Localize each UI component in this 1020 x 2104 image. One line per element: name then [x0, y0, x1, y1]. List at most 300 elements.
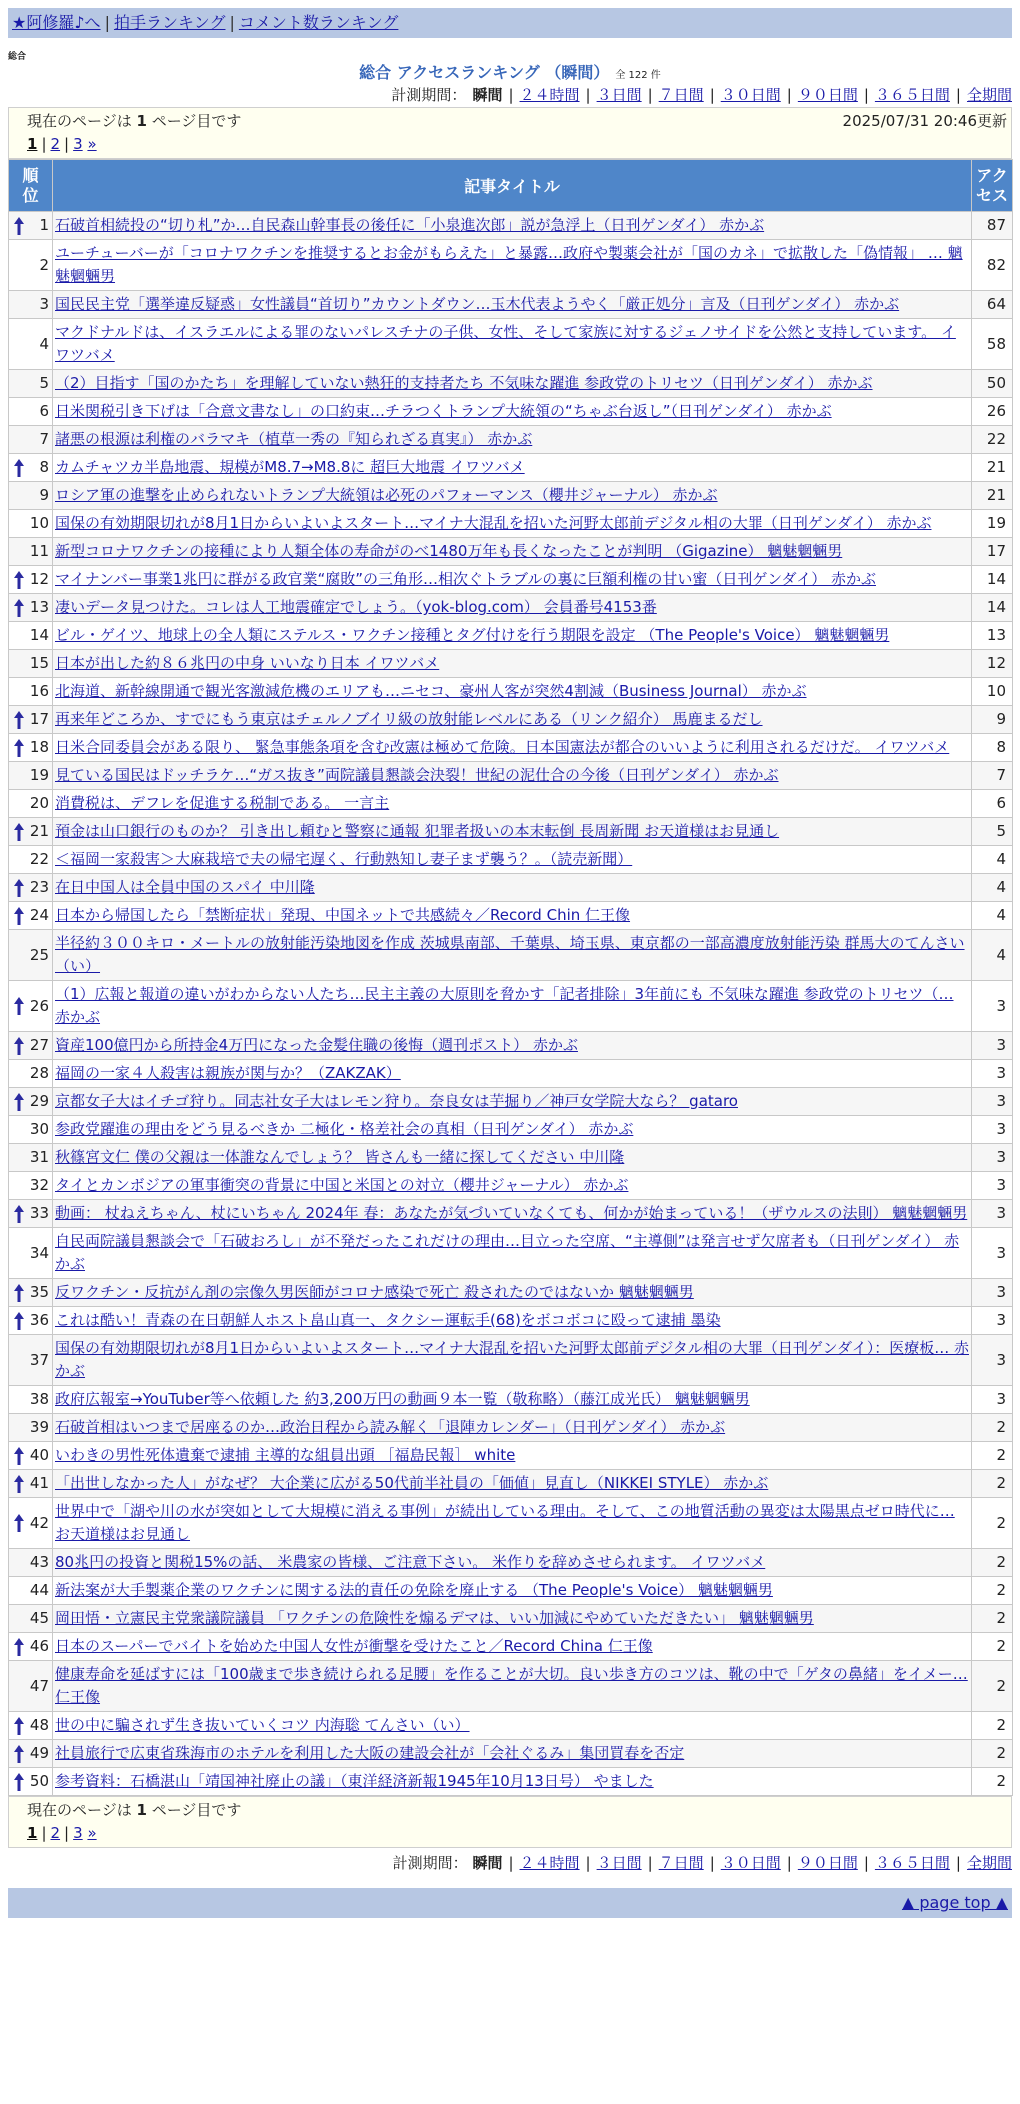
rank-up-arrow-icon	[14, 217, 24, 235]
article-link[interactable]: タイとカンボジアの軍事衝突の背景に中国と米国との対立（櫻井ジャーナル） 赤かぶ	[55, 1176, 629, 1194]
clap-ranking-link[interactable]: 拍手ランキング	[113, 13, 226, 32]
title-cell	[53, 594, 972, 622]
rank-number: 41	[29, 1474, 49, 1492]
page-link-1: 1	[27, 1824, 38, 1842]
article-link[interactable]: マクドナルドは、イスラエルによる罪のないパレスチナの子供、女性、そして家族に対するジェノサイドを公然と支持しています。 イワツバメ	[55, 323, 956, 364]
page-info-top	[8, 107, 1012, 159]
table-row	[9, 1172, 1013, 1200]
title-cell	[53, 1577, 972, 1605]
access-count: 2	[972, 1768, 1013, 1796]
rank-up-arrow-icon	[14, 711, 24, 729]
period-link[interactable]: ３０日間	[720, 1854, 781, 1872]
article-link[interactable]: ロシア軍の進撃を止められないトランプ大統領は必死のパフォーマンス（櫻井ジャーナル） 赤かぶ	[55, 486, 718, 504]
access-count: 14	[972, 594, 1013, 622]
period-link[interactable]: ３０日間	[720, 86, 781, 104]
article-link[interactable]: マイナンバー事業1兆円に群がる政官業“腐敗”の三角形…相次ぐトラブルの裏に巨額利権の甘い蜜（日刊ゲンダイ） 赤かぶ	[55, 570, 876, 588]
rank-number: 25	[29, 945, 49, 964]
rank-cell	[9, 538, 53, 566]
table-row	[9, 1060, 1013, 1088]
table-row	[9, 1386, 1013, 1414]
article-link[interactable]: 日米合同委員会がある限り、 緊急事態条項を含む改憲は極めて危険。日本国憲法が都合のいいように利用されるだけだ。 イワツバメ	[55, 738, 950, 756]
table-row	[9, 1740, 1013, 1768]
access-count: 3	[972, 1144, 1013, 1172]
access-count: 13	[972, 622, 1013, 650]
rank-number: 22	[29, 850, 49, 868]
current-page-text: 現在のページは 1 ページ目です	[27, 1801, 242, 1819]
rank-number: 26	[29, 996, 49, 1015]
rank-cell	[9, 1414, 53, 1442]
period-link[interactable]: ７日間	[658, 1854, 704, 1872]
title-cell	[53, 1414, 972, 1442]
article-link[interactable]: 凄いデータ見つけた。コレは人工地震確定でしょう。（yok-blog.com） 会員番号4153番	[55, 598, 657, 616]
article-link[interactable]: 国民民主党「選挙違反疑惑」女性議員“首切り”カウントダウン…玉木代表ようやく「厳正処分」言及（日刊ゲンダイ） 赤かぶ	[55, 295, 900, 313]
access-count: 21	[972, 454, 1013, 482]
table-row	[9, 1032, 1013, 1060]
col-title-header: 記事タイトル	[53, 160, 972, 212]
rank-number: 45	[29, 1609, 49, 1627]
pagination	[27, 132, 1007, 156]
period-separator: |	[955, 1854, 961, 1872]
article-link[interactable]: ビル・ゲイツ、地球上の全人類にステルス・ワクチン接種とタグ付けを行う期限を設定 （The People's Voice） 魑魅魍魎男	[55, 626, 890, 644]
article-link[interactable]: 「出世しなかった人」がなぜ？ 大企業に広がる50代前半社員の「価値」見直し（NIKKEI STYLE） 赤かぶ	[55, 1474, 769, 1492]
table-row	[9, 1200, 1013, 1228]
table-row	[9, 1335, 1013, 1386]
article-link[interactable]: 健康寿命を延ばすには「100歳まで歩き続けられる足腰」を作ることが大切。良い歩き方のコツは、靴の中で「ゲタの鼻緒」をイメー… 仁王像	[55, 1665, 968, 1706]
article-link[interactable]: 自民両院議員懇談会で「石破おろし」が不発だったこれだけの理由…目立った空席、“主導側”は発言せず欠席者も（日刊ゲンダイ） 赤かぶ	[55, 1232, 960, 1273]
table-row	[9, 1414, 1013, 1442]
title-cell	[53, 566, 972, 594]
table-row	[9, 510, 1013, 538]
article-link[interactable]: カムチャツカ半島地震、規模がM8.7→M8.8に 超巨大地震 イワツバメ	[55, 458, 525, 476]
table-row	[9, 818, 1013, 846]
period-link[interactable]: ３日間	[596, 1854, 642, 1872]
top-nav-bar	[8, 8, 1012, 38]
period-separator: |	[786, 1854, 792, 1872]
title-cell	[53, 1661, 972, 1712]
article-link[interactable]: ＜福岡一家殺害＞大麻栽培で夫の帰宅遅く、行動熟知し妻子まず襲う？。（読売新聞）	[55, 850, 633, 868]
rank-number: 21	[29, 822, 49, 840]
rank-cell	[9, 1307, 53, 1335]
period-label: 計測期間：	[392, 1854, 468, 1872]
title-cell	[53, 790, 972, 818]
title-cell	[53, 1605, 972, 1633]
pager-separator: |	[41, 1824, 47, 1842]
period-link[interactable]: ３６５日間	[874, 1854, 950, 1872]
article-link[interactable]: 日本のスーパーでバイトを始めた中国人女性が衝撃を受けたこと／Record China 仁王像	[55, 1637, 653, 1655]
period-separator: |	[508, 1854, 514, 1872]
access-count: 19	[972, 510, 1013, 538]
title-cell	[53, 398, 972, 426]
rank-number: 10	[29, 514, 49, 532]
article-link[interactable]: いわきの男性死体遺棄で逮捕 主導的な組員出頭 ［福島民報］ white	[55, 1446, 516, 1464]
rank-number: 42	[29, 1513, 49, 1532]
title-cell	[53, 762, 972, 790]
page-link-1: 1	[27, 135, 38, 153]
rank-cell	[9, 902, 53, 930]
title-cell	[53, 1498, 972, 1549]
rank-up-arrow-icon	[14, 907, 24, 925]
period-separator: |	[709, 1854, 715, 1872]
rank-cell	[9, 370, 53, 398]
access-count: 58	[972, 319, 1013, 370]
rank-cell	[9, 1144, 53, 1172]
rank-number: 3	[39, 295, 49, 313]
rank-number: 28	[29, 1064, 49, 1082]
page-link-3[interactable]: 3	[73, 1824, 83, 1842]
table-row	[9, 370, 1013, 398]
title-cell	[53, 846, 972, 874]
rank-number: 46	[29, 1637, 49, 1655]
article-link[interactable]: 反ワクチン・反抗がん剤の宗像久男医師がコロナ感染で死亡 殺されたのではないか 魑魅魍魎男	[55, 1283, 694, 1301]
table-row	[9, 981, 1013, 1032]
title-cell	[53, 818, 972, 846]
article-link[interactable]: 日本が出した約８６兆円の中身 いいなり日本 イワツバメ	[55, 654, 440, 672]
rank-cell	[9, 1088, 53, 1116]
table-row	[9, 1116, 1013, 1144]
rank-up-arrow-icon	[14, 1093, 24, 1111]
period-separator: |	[647, 86, 653, 104]
table-row	[9, 622, 1013, 650]
table-row	[9, 902, 1013, 930]
title-cell	[53, 1470, 972, 1498]
access-count: 2	[972, 1633, 1013, 1661]
rank-cell	[9, 1605, 53, 1633]
period-link[interactable]: 全期間	[966, 86, 1012, 104]
access-count: 9	[972, 706, 1013, 734]
rank-cell	[9, 1116, 53, 1144]
page-link-2[interactable]: 2	[50, 135, 61, 153]
title-cell	[53, 1307, 972, 1335]
page-top-link[interactable]: ▲ page top ▲	[901, 1893, 1008, 1912]
access-count: 3	[972, 1279, 1013, 1307]
rank-cell	[9, 566, 53, 594]
rank-cell	[9, 790, 53, 818]
table-row	[9, 1442, 1013, 1470]
table-row	[9, 319, 1013, 370]
title-cell	[53, 1442, 972, 1470]
access-count: 50	[972, 370, 1013, 398]
period-selector-top	[8, 83, 1012, 107]
title-cell	[53, 1144, 972, 1172]
table-row	[9, 1144, 1013, 1172]
access-count: 3	[972, 1335, 1013, 1386]
article-link[interactable]: 再来年どころか、すでにもう東京はチェルノブイリ級の放射能レベルにある（リンク紹介） 馬鹿まるだし	[55, 710, 763, 728]
access-count: 2	[972, 1414, 1013, 1442]
title-cell	[53, 1335, 972, 1386]
article-link[interactable]: 世界中で「湖や川の水が突如として大規模に消える事例」が続出している理由。そして、この地質活動の異変は太陽黒点ゼロ時代に… お天道様はお見通し	[55, 1502, 955, 1543]
access-count: 21	[972, 482, 1013, 510]
title-cell	[53, 1386, 972, 1414]
nav-separator: |	[229, 13, 235, 32]
title-cell	[53, 1712, 972, 1740]
table-row	[9, 930, 1013, 981]
rank-up-arrow-icon	[14, 739, 24, 757]
access-count: 87	[972, 212, 1013, 240]
table-row	[9, 1577, 1013, 1605]
rank-number: 49	[29, 1744, 49, 1762]
period-separator: |	[585, 1854, 591, 1872]
article-link[interactable]: 資産100億円から所持金4万円になった金髪住職の後悔（週刊ポスト） 赤かぶ	[55, 1036, 578, 1054]
period-link[interactable]: ３６５日間	[874, 86, 950, 104]
rank-number: 6	[39, 402, 49, 420]
rank-cell	[9, 398, 53, 426]
rank-number: 37	[29, 1350, 49, 1369]
table-row	[9, 734, 1013, 762]
rank-cell	[9, 1712, 53, 1740]
next-page-link[interactable]: »	[87, 1824, 97, 1842]
period-link[interactable]: ９０日間	[797, 86, 858, 104]
table-row	[9, 1549, 1013, 1577]
rank-cell	[9, 454, 53, 482]
rank-cell	[9, 650, 53, 678]
rank-cell	[9, 1577, 53, 1605]
title-cell	[53, 319, 972, 370]
article-link[interactable]: 秋篠宮文仁 僕の父親は一体誰なんでしょう？ 皆さんも一緒に探してください 中川隆	[55, 1148, 625, 1166]
access-count: 3	[972, 1200, 1013, 1228]
article-link[interactable]: 国保の有効期限切れが8月1日からいよいよスタート…マイナ大混乱を招いた河野太郎前デジタル相の大罪（日刊ゲンダイ）：医療板… 赤かぶ	[55, 1339, 969, 1380]
table-row	[9, 1712, 1013, 1740]
access-count: 3	[972, 1172, 1013, 1200]
period-link[interactable]: ７日間	[658, 86, 704, 104]
rank-cell	[9, 818, 53, 846]
article-link[interactable]: （2）目指す「国のかたち」を理解していない熱狂的支持者たち 不気味な躍進 参政党のトリセツ（日刊ゲンダイ） 赤かぶ	[55, 374, 873, 392]
home-link[interactable]: ★阿修羅♪へ	[12, 13, 101, 32]
title-cell	[53, 622, 972, 650]
table-row	[9, 1768, 1013, 1796]
rank-number: 12	[29, 570, 49, 588]
title-cell	[53, 678, 972, 706]
table-row	[9, 1633, 1013, 1661]
article-link[interactable]: 見ている国民はドッチラケ…“ガス抜き”両院議員懇談会決裂！世紀の泥仕合の今後（日刊ゲンダイ） 赤かぶ	[55, 766, 779, 784]
footer-bar	[8, 1888, 1012, 1918]
article-link[interactable]: 日米関税引き下げは「合意文書なし」の口約束…チラつくトランプ大統領の“ちゃぶ台返し”（日刊ゲンダイ） 赤かぶ	[55, 402, 832, 420]
title-cell	[53, 370, 972, 398]
title-cell	[53, 706, 972, 734]
next-page-link[interactable]: »	[87, 135, 97, 153]
article-link[interactable]: 参政党躍進の理由をどう見るべきか 二極化・格差社会の真相（日刊ゲンダイ） 赤かぶ	[55, 1120, 634, 1138]
article-link[interactable]: 社員旅行で広東省珠海市のホテルを利用した大阪の建設会社が「会社ぐるみ」集団買春を否定	[55, 1744, 685, 1762]
period-links	[502, 1854, 1012, 1872]
rank-number: 36	[29, 1311, 49, 1329]
period-link[interactable]: ９０日間	[797, 1854, 858, 1872]
article-link[interactable]: 政府広報室→YouTuber等へ依頼した 約3,200万円の動画９本一覧（敬称略）（藤江成光氏） 魑魅魍魎男	[55, 1390, 750, 1408]
period-separator: |	[955, 86, 961, 104]
article-link[interactable]: 新法案が大手製薬企業のワクチンに関する法的責任の免除を廃止する （The People's Voice） 魑魅魍魎男	[55, 1581, 773, 1599]
rank-cell	[9, 762, 53, 790]
access-count: 82	[972, 240, 1013, 291]
pagination	[27, 1821, 1007, 1845]
article-link[interactable]: 岡田悟・立憲民主党衆議院議員 「ワクチンの危険性を煽るデマは、いい加減にやめていただきたい」 魑魅魍魎男	[55, 1609, 814, 1627]
table-row	[9, 482, 1013, 510]
title-cell	[53, 1279, 972, 1307]
table-row	[9, 1279, 1013, 1307]
period-separator: |	[786, 86, 792, 104]
period-link[interactable]: ３日間	[596, 86, 642, 104]
access-count: 8	[972, 734, 1013, 762]
article-link[interactable]: 国保の有効期限切れが8月1日からいよいよスタート…マイナ大混乱を招いた河野太郎前デジタル相の大罪（日刊ゲンダイ） 赤かぶ	[55, 514, 932, 532]
nav-separator: |	[104, 13, 110, 32]
title-cell	[53, 1768, 972, 1796]
access-count: 3	[972, 1088, 1013, 1116]
access-count: 10	[972, 678, 1013, 706]
rank-number: 11	[29, 542, 49, 560]
section-label: 総合	[8, 52, 27, 62]
updated-timestamp: 2025/07/31 20:46更新	[842, 112, 1007, 130]
period-separator: |	[863, 1854, 869, 1872]
article-link[interactable]: 半径約３００キロ・メートルの放射能汚染地図を作成 茨城県南部、千葉県、埼玉県、東京都の一部高濃度放射能汚染 群馬大のてんさい（い）	[55, 934, 965, 975]
rank-number: 15	[29, 654, 49, 672]
rank-cell	[9, 1498, 53, 1549]
rank-number: 13	[29, 598, 49, 616]
article-link[interactable]: ユーチューバーが「コロナワクチンを推奨するとお金がもらえた」と暴露…政府や製薬会社が「国のカネ」で拡散した「偽情報」 … 魑魅魍魎男	[55, 244, 963, 285]
rank-cell	[9, 291, 53, 319]
rank-number: 40	[29, 1446, 49, 1464]
rank-cell	[9, 1228, 53, 1279]
article-link[interactable]: 日本から帰国したら「禁断症状」発現、中国ネットで共感続々／Record Chin 仁王像	[55, 906, 631, 924]
article-link[interactable]: これは酷い！青森の在日朝鮮人ホスト畠山真一、タクシー運転手(68)をボコボコに殴って逮捕 墨染	[55, 1311, 721, 1329]
rank-number: 9	[39, 486, 49, 504]
access-count: 3	[972, 1228, 1013, 1279]
article-link[interactable]: 新型コロナワクチンの接種により人類全体の寿命がのべ1480万年も長くなったことが判明 （Gigazine） 魑魅魍魎男	[55, 542, 843, 560]
rank-number: 20	[29, 794, 49, 812]
article-link[interactable]: 石破首相続投の“切り札”か…自民森山幹事長の後任に「小泉進次郎」説が急浮上（日刊ゲンダイ） 赤かぶ	[55, 216, 765, 234]
title-cell	[53, 1633, 972, 1661]
access-count: 4	[972, 902, 1013, 930]
rank-number: 29	[29, 1092, 49, 1110]
table-row	[9, 790, 1013, 818]
article-link[interactable]: （1）広報と報道の違いがわからない人たち…民主主義の大原則を脅かす「記者排除」3年前にも 不気味な躍進 参政党のトリセツ（… 赤かぶ	[55, 985, 954, 1026]
table-row	[9, 1498, 1013, 1549]
page-link-2[interactable]: 2	[50, 1824, 61, 1842]
table-row	[9, 212, 1013, 240]
rank-number: 18	[29, 738, 49, 756]
table-row	[9, 1088, 1013, 1116]
period-current: 瞬間	[472, 1854, 503, 1872]
rank-up-arrow-icon	[14, 1475, 24, 1493]
title-cell	[53, 874, 972, 902]
rank-number: 38	[29, 1390, 49, 1408]
access-count: 22	[972, 426, 1013, 454]
rank-number: 4	[39, 334, 49, 353]
table-row	[9, 846, 1013, 874]
access-count: 2	[972, 1740, 1013, 1768]
access-count: 3	[972, 1060, 1013, 1088]
article-link[interactable]: 動画： 杖ねえちゃん、杖にいちゃん 2024年 春：あなたが気づいていなくても、何かが始まっている！（ザウルスの法則） 魑魅魍魎男	[55, 1204, 968, 1222]
title-cell	[53, 454, 972, 482]
rank-up-arrow-icon	[14, 823, 24, 841]
title-cell	[53, 240, 972, 291]
rank-cell	[9, 1470, 53, 1498]
rank-cell	[9, 1442, 53, 1470]
title-cell	[53, 1116, 972, 1144]
title-cell	[53, 902, 972, 930]
total-count: 全 122 件	[615, 70, 661, 81]
table-row	[9, 426, 1013, 454]
period-link[interactable]: ２４時間	[519, 86, 580, 104]
rank-cell	[9, 678, 53, 706]
access-count: 2	[972, 1442, 1013, 1470]
period-separator: |	[647, 1854, 653, 1872]
rank-cell	[9, 846, 53, 874]
article-link[interactable]: 80兆円の投資と関税15%の話、 米農家の皆様、ご注意下さい。 米作りを辞めさせられます。 イワツバメ	[55, 1553, 766, 1571]
article-link[interactable]: 福岡の一家４人殺害は親族が関与か？（ZAKZAK）	[55, 1064, 401, 1082]
article-link[interactable]: 北海道、新幹線開通で観光客激減危機のエリアも…ニセコ、豪州人客が突然4割減（Business Journal） 赤かぶ	[55, 682, 807, 700]
rank-cell	[9, 1740, 53, 1768]
article-link[interactable]: 石破首相はいつまで居座るのか…政治日程から読み解く「退陣カレンダー」（日刊ゲンダイ） 赤かぶ	[55, 1418, 726, 1436]
rank-number: 31	[29, 1148, 49, 1166]
article-link[interactable]: 預金は山口銀行のものか？ 引き出し頼むと警察に通報 犯罪者扱いの本末転倒 長周新聞 お天道様はお見通し	[55, 822, 780, 840]
pager-separator: |	[64, 135, 70, 153]
access-count: 17	[972, 538, 1013, 566]
period-separator: |	[585, 86, 591, 104]
page-link-3[interactable]: 3	[73, 135, 83, 153]
period-label: 計測期間：	[391, 86, 467, 104]
rank-cell	[9, 1032, 53, 1060]
title-cell	[53, 650, 972, 678]
title-cell	[53, 1740, 972, 1768]
rank-number: 16	[29, 682, 49, 700]
rank-up-arrow-icon	[14, 879, 24, 897]
table-row	[9, 874, 1013, 902]
rank-cell	[9, 1661, 53, 1712]
rank-cell	[9, 874, 53, 902]
rank-up-arrow-icon	[14, 997, 24, 1015]
rank-cell	[9, 1279, 53, 1307]
period-link[interactable]: 全期間	[966, 1854, 1012, 1872]
rank-cell	[9, 482, 53, 510]
rank-cell	[9, 212, 53, 240]
rank-up-arrow-icon	[14, 599, 24, 617]
access-count: 2	[972, 1712, 1013, 1740]
rank-number: 34	[29, 1243, 49, 1262]
title-cell	[53, 482, 972, 510]
table-row	[9, 1228, 1013, 1279]
rank-number: 23	[29, 878, 49, 896]
table-row	[9, 762, 1013, 790]
col-access-header: アクセス	[972, 160, 1013, 212]
rank-number: 7	[39, 430, 49, 448]
article-link[interactable]: 諸悪の根源は利権のバラマキ（植草一秀の『知られざる真実』） 赤かぶ	[55, 430, 533, 448]
rank-number: 33	[29, 1204, 49, 1222]
table-row	[9, 1307, 1013, 1335]
rank-up-arrow-icon	[14, 1773, 24, 1791]
rank-cell	[9, 622, 53, 650]
article-link[interactable]: 世の中に騙されず生き抜いていくコツ 内海聡 てんさい（い）	[55, 1716, 470, 1734]
rank-up-arrow-icon	[14, 1514, 24, 1532]
article-link[interactable]: 京都女子大はイチゴ狩り。同志社女子大はレモン狩り。奈良女は芋掘り／神戸女学院大なら？ gataro	[55, 1092, 738, 1110]
rank-number: 30	[29, 1120, 49, 1138]
rank-number: 35	[29, 1283, 49, 1301]
article-link[interactable]: 消費税は、デフレを促進する税制である。 一言主	[55, 794, 390, 812]
rank-number: 43	[29, 1553, 49, 1571]
rank-up-arrow-icon	[14, 459, 24, 477]
rank-number: 32	[29, 1176, 49, 1194]
rank-cell	[9, 319, 53, 370]
title-cell	[53, 291, 972, 319]
comment-ranking-link[interactable]: コメント数ランキング	[238, 13, 399, 32]
rank-number: 14	[29, 626, 49, 644]
rank-number: 27	[29, 1036, 49, 1054]
article-link[interactable]: 参考資料：石橋湛山「靖国神社廃止の議」（東洋経済新報1945年10月13日号） やました	[55, 1772, 654, 1790]
title-cell	[53, 1060, 972, 1088]
page-title	[8, 63, 1012, 83]
article-link[interactable]: 在日中国人は全員中国のスパイ 中川隆	[55, 878, 315, 896]
period-link[interactable]: ２４時間	[519, 1854, 580, 1872]
title-cell	[53, 1200, 972, 1228]
current-page-text: 現在のページは 1 ページ目です	[27, 112, 242, 130]
title-cell	[53, 1172, 972, 1200]
table-row	[9, 594, 1013, 622]
